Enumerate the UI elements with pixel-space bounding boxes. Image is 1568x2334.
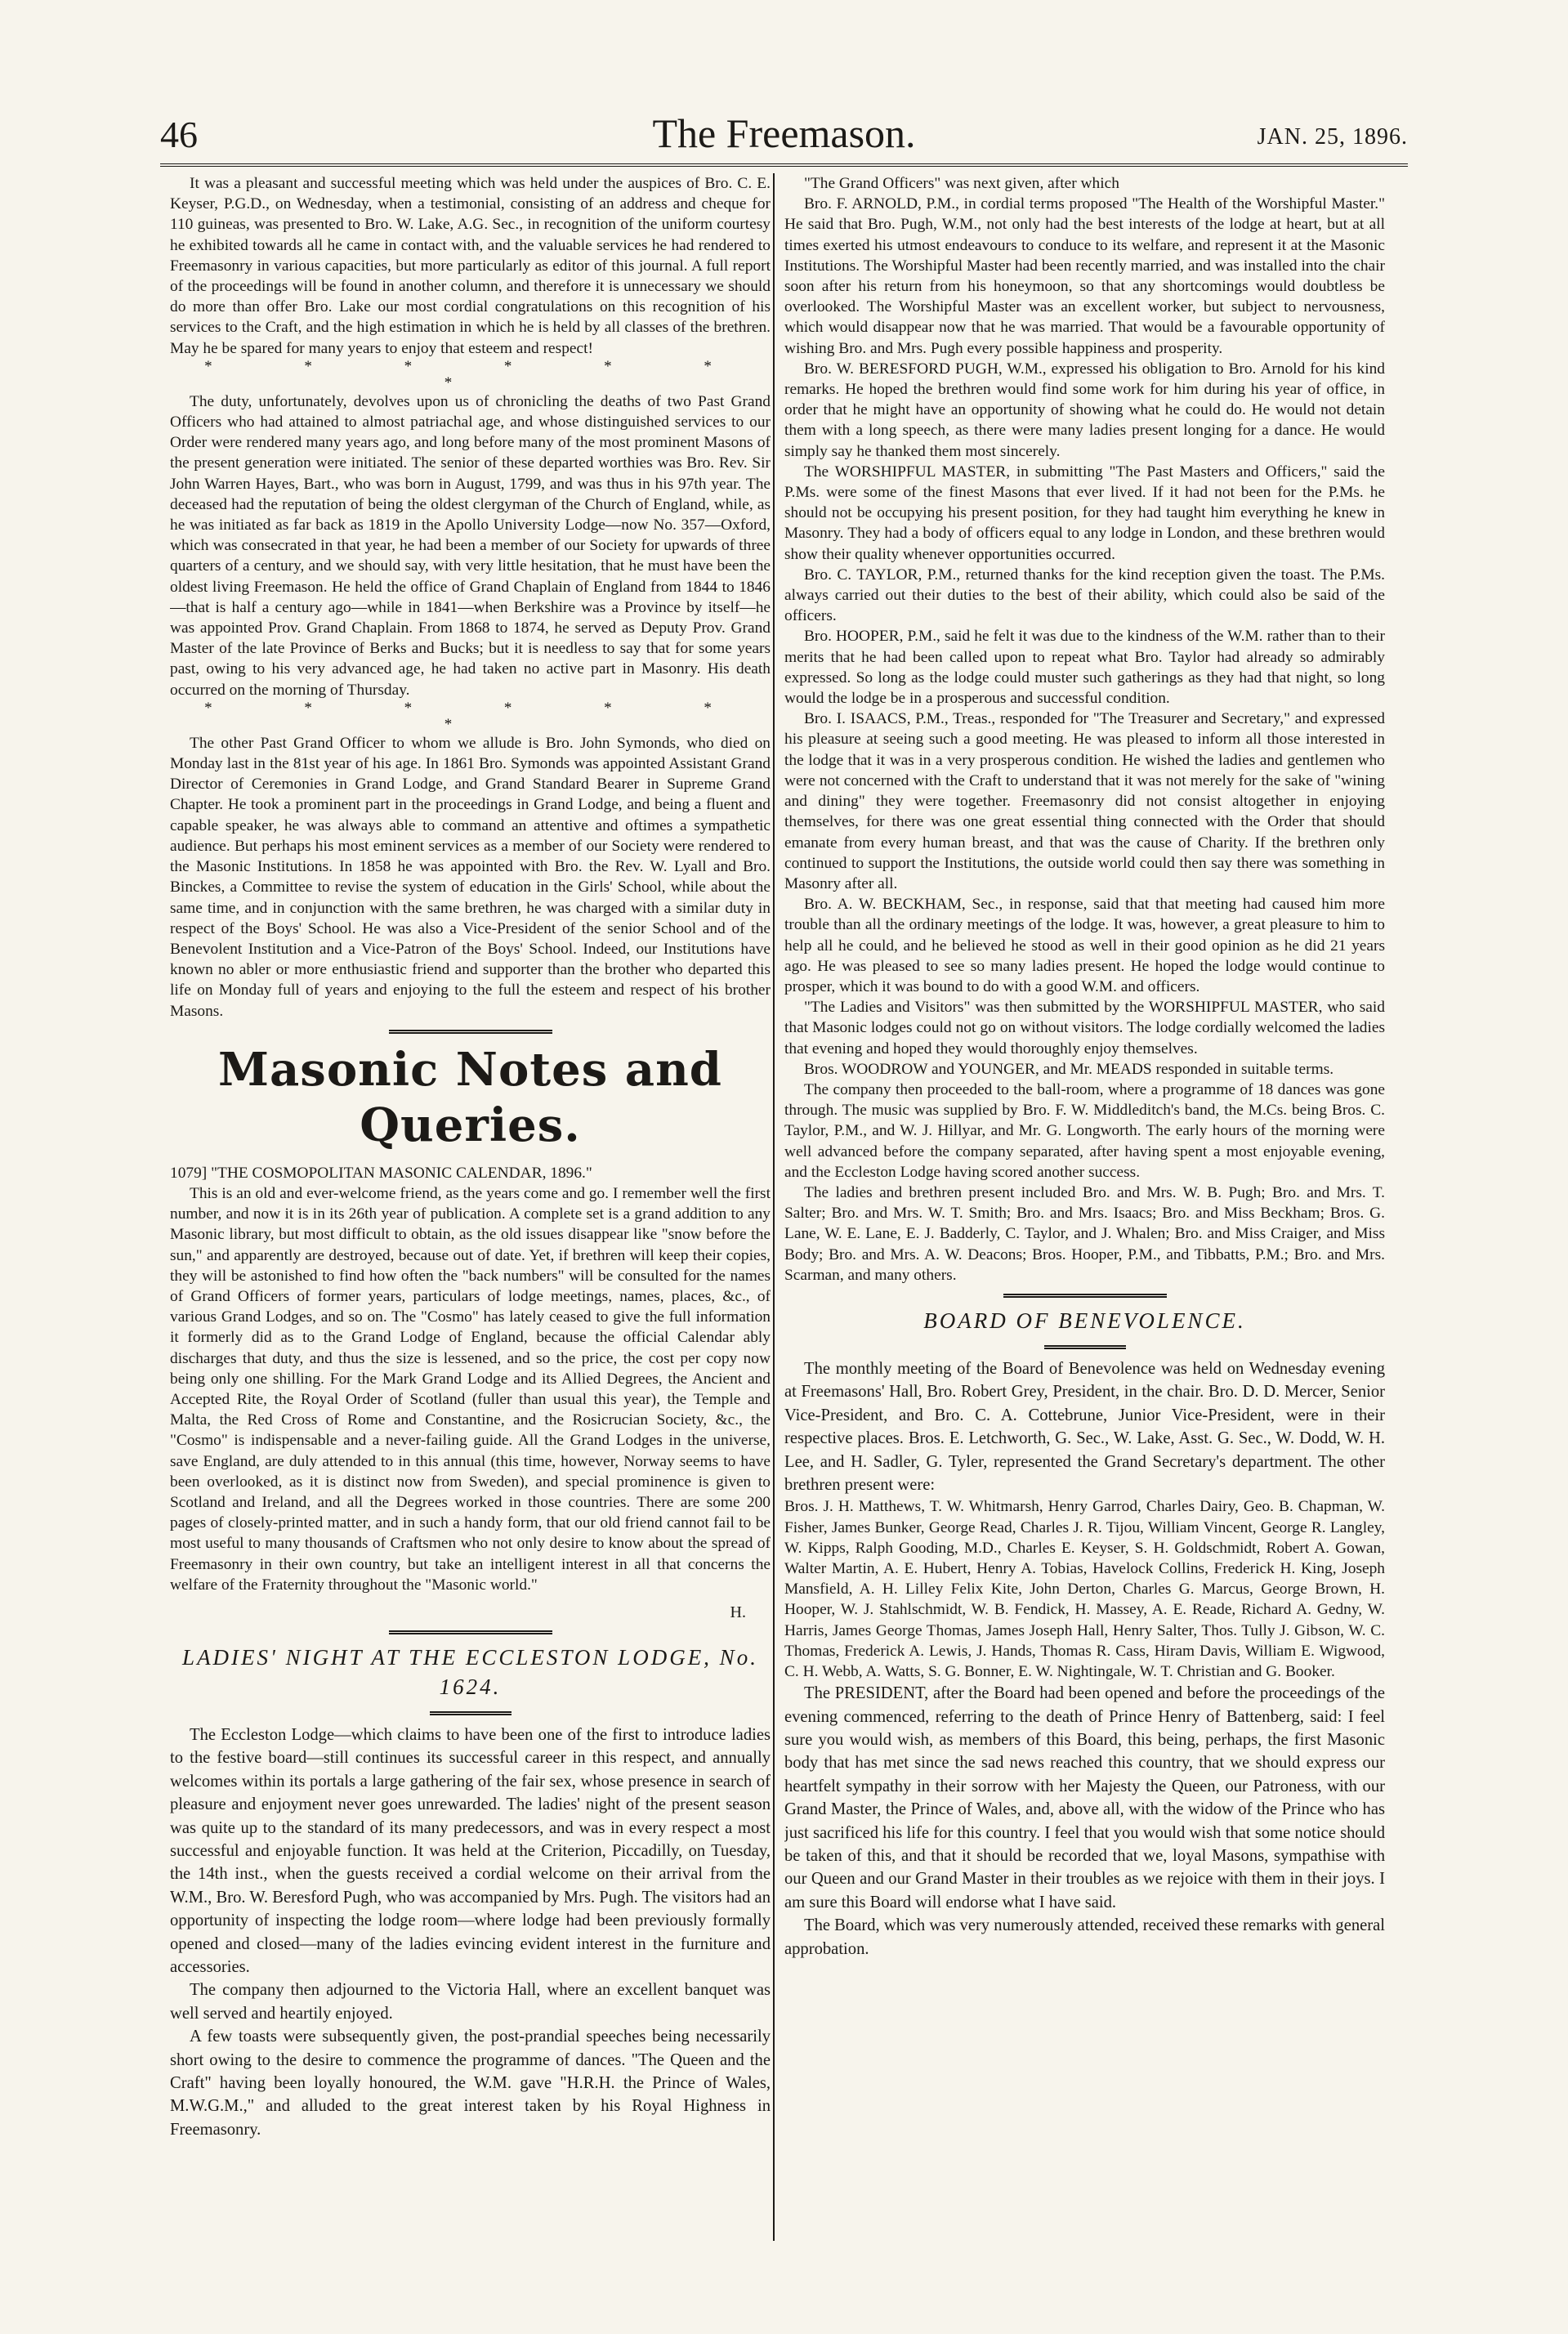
article-paragraph: The Board, which was very numerously attended, received these remarks with general approbation.: [784, 1916, 1385, 1958]
article-paragraph: The duty, unfortunately, devolves upon us of chronicling the deaths of two Past Grand Officers who had attained to almost patriachal age, and whose distinguished services to our Order were rendered many years ago, and long before many of the most prominent Masons of the present generation were initiated. The senior of these departed worthies was Bro. Rev. Sir John Warren Hayes, Bart., who was born in August, 1799, and was thus in his 97th year. The deceased had the reputation of being the oldest clergyman of the Church of England, while, as he was initiated as far back as 1819 in the Apollo University Lodge—now No. 357—Oxford, which was consecrated in that year, he had been a member of our Society for upwards of three quarters of a century, and we should say, with very little hesitation, that he must have been the oldest living Freemason. He held the office of Grand Chaplain of England from 1844 to 1846—that is half a century ago—while in 1841—when Berkshire was a Province by itself—he was appointed Prov. Grand Chaplain. From 1868 to 1874, he served as Deputy Prov. Grand Master of the late Province of Berks and Bucks; but it is needless to say that for some years past, owing to his very advanced age, he had taken no active part in Masonry. His death occurred on the morning of Thursday.: [170, 392, 771, 699]
article-paragraph: Bro. W. BERESFORD PUGH, W.M., expressed his obligation to Bro. Arnold for his kind remarks. He hoped the brethren would find some work for him during his year of office, in order that he might have an opportunity of showing what he could do. He would not detain them with a long speech, as there were many ladies present longing for a dance. He would simply say he thanked them most sincerely.: [784, 360, 1385, 460]
page-number: 46: [160, 114, 198, 155]
notes-item-title: 1079] "THE COSMOPOLITAN MASONIC CALENDAR, 1896.": [170, 1164, 592, 1182]
page-header: [160, 106, 1408, 163]
article-paragraph: The monthly meeting of the Board of Benevolence was held on Wednesday evening at Freemasons' Hall, Bro. Robert Grey, President, in the chair. Bro. D. D. Mercer, Senior Vice-President, and Bro. C. A. Cottebrune, Junior Vice-President, were in their respective places. Bros. E. Letchworth, G. Sec., W. Lake, Asst. G. Sec., W. Dodd, W. H. Lee, and H. Sadler, G. Tyler, represented the Grand Secretary's department. The other brethren present were:: [784, 1359, 1385, 1494]
section-rule: [389, 1630, 552, 1634]
section-rule: [1003, 1294, 1167, 1298]
header-rule: [160, 163, 1408, 167]
attendees-list: Bros. J. H. Matthews, T. W. Whitmarsh, Henry Garrod, Charles Dairy, Geo. B. Chapman, W. Fisher, James Bunker, George Read, Charles J. R. Tijou, William Vincent, George R. Langley, W. Kipps, Ralph Gooding, M.D., Charles E. Keyser, S. H. Goldschmidt, Robert A. Gowan, Walter Martin, A. E. Hubert, Henry A. Tobias, Havelock Collins, Frederick H. King, Joseph Mansfield, A. H. Lilley Felix Kite, John Derton, Charles G. Marcus, George Brown, H. Hooper, W. J. Stahlschmidt, W. B. Fendick, H. Massey, A. E. Reade, Richard A. Gedny, W. Harris, James George Thomas, James Joseph Hall, Henry Salter, Thos. Tully J. Gibson, W. C. Thomas, Frederick A. Lewis, J. Hands, Thomas R. Cass, Hiram Davis, William E. Wigwood, C. H. Webb, A. Watts, S. G. Bonner, E. W. Nightingale, W. T. Christian and G. Booker.: [784, 1498, 1385, 1681]
article-paragraph: A few toasts were subsequently given, the post-prandial speeches being necessarily short owing to the desire to commence the programme of dances. "The Queen and the Craft" having been loyally honoured, the W.M. gave "H.R.H. the Prince of Wales, M.W.G.M.," and alluded to the great interest taken by his Royal Highness in Freemasonry.: [170, 2028, 771, 2139]
article-paragraph: Bro. C. TAYLOR, P.M., returned thanks for the kind reception given the toast. The P.Ms. always carried out their duties to the best of their ability, which could also be said of the officers.: [784, 566, 1385, 625]
section-stars: * * * * * * *: [204, 357, 756, 391]
notes-signature: H.: [730, 1603, 746, 1621]
board-heading: BOARD OF BENEVOLENCE.: [923, 1308, 1246, 1333]
left-column: [170, 173, 771, 2249]
article-paragraph: "The Grand Officers" was next given, after which: [804, 175, 1119, 192]
article-paragraph: The other Past Grand Officer to whom we allude is Bro. John Symonds, who died on Monday last in the 81st year of his age. In 1861 Bro. Symonds was appointed Assistant Grand Director of Ceremonies in Grand Lodge, and Grand Standard Bearer in Supreme Grand Chapter. He took a prominent part in the proceedings in Grand Lodge, and being a fluent and capable speaker, he was always able to command an attentive and oftimes a sympathetic audience. But perhaps his most eminent services as a member of our Society were rendered to the Masonic Institutions. In 1858 he was appointed with Bro. the Rev. W. Lyall and Bro. Binckes, a Committee to revise the system of education in the Girls' School, while about the same time, and in conjunction with the same brethren, he was charged with a similar duty in respect of the Boys' School. He was also a Vice-President of the senior School and of the Benevolent Institution and a Vice-Patron of the Boys' School. Indeed, our Institutions have known no abler or more enthusiastic friend and supporter than the brother who departed this life on Monday full of years and enjoying to the full the esteem and respect of his brother Masons.: [170, 734, 771, 1020]
article-paragraph: The WORSHIPFUL MASTER, in submitting "The Past Masters and Officers," said the P.Ms. were some of the finest Masons that ever lived. If it had not been for the P.Ms. he should not be occupying his present position, for they had taught him everything he knew in Masonry. They had a body of officers equal to any lodge in London, and these brethren would show their quality whenever opportunities occurred.: [784, 463, 1385, 563]
article-paragraph: Bros. WOODROW and YOUNGER, and Mr. MEADS responded in suitable terms.: [804, 1060, 1334, 1078]
article-paragraph: The PRESIDENT, after the Board had been opened and before the proceedings of the evening commenced, referring to the death of Prince Henry of Battenberg, said: I feel sure you would wish, as members of this Board, this being, perhaps, the first Masonic body that has met since the sad news reached this country, that we should express our heartfelt sympathy in their sorrow with her Majesty the Queen, our Patroness, with our Grand Master, the Prince of Wales, and, above all, with the widow of the Prince who has just sacrificed his life for this country. I feel that you would wish that some notice should be taken of this, and that it should be recorded that we, loyal Masons, sympathise with our Queen and our Grand Master in their troubles as we rejoice with them in their joys. I am sure this Board will endorse what I have said.: [784, 1684, 1385, 1911]
article-paragraph: Bro. A. W. BECKHAM, Sec., in response, said that that meeting had caused him more trouble than all the ordinary meetings of the lodge. It was, however, a great pleasure to him to help all he could, and he believed he stood as well in their good opinion as he did 21 years ago. He was pleased to see so many ladies present. He hoped the lodge would continue to prosper, which it was bound to do with a good W.M. and officers.: [784, 896, 1385, 995]
notes-heading: Masonic Notes and Queries.: [218, 1042, 722, 1152]
right-column: [784, 173, 1385, 2249]
notes-paragraph: This is an old and ever-welcome friend, as the years come and go. I remember well the first number, and now it is in its 26th year of publication. A complete set is a grand addition to any Masonic library, but most difficult to obtain, as the old issues disappear like "snow before the sun," and apparently are destroyed, because out of date. Yet, if brethren will keep their copies, they will be astonished to find how often the "back numbers" will be consulted for the names of Grand Officers of former years, particulars of lodge meetings, names, places, &c., of various Grand Lodges, and so on. The "Cosmo" has lately ceased to give the full information it formerly did as to the Grand Lodge of England, because the official Calendar ably discharges that duty, and thus the size is lessened, and so the price, the cost per copy now being only one shilling. For the Mark Grand Lodge and its Allied Degrees, the Ancient and Accepted Rite, the Royal Order of Scotland (fuller than usual this year), the Temple and Malta, the Red Cross of Rome and Constantine, and the Rosicrucian Society, &c., the "Cosmo" is indispensable and a never-failing guide. All the Grand Lodges in the universe, save England, are duly attended to in this annual (this time, however, Norway seems to have been overlooked, as it is distinct now from Sweden), and special prominence is given to Scotland and Ireland, and all the Degrees worked in those countries. There are some 200 pages of closely-printed matter, and in such a handy form, that our old friend cannot fail to be most useful to many thousands of Craftsmen who not only desire to know about the spread of Freemasonry in their own country, but take an intelligent interest in all that concerns the welfare of the Fraternity throughout the "Masonic world.": [170, 1184, 771, 1594]
section-rule: [389, 1030, 552, 1034]
section-rule: [430, 1711, 511, 1715]
article-paragraph: The ladies and brethren present included Bro. and Mrs. W. B. Pugh; Bro. and Mrs. T. Salter; Bro. and Mrs. W. T. Smith; Bro. and Mrs. Isaacs; Bro. and Miss Beckham; Bros. G. Lane, W. E. Lane, E. J. Badderly, C. Taylor, and J. Whalen; Bro. and Miss Craiger, and Miss Body; Bro. and Mrs. A. W. Deacons; Bros. Hooper, P.M., and Tibbatts, P.M.; Bro. and Mrs. Scarman, and many others.: [784, 1183, 1385, 1284]
article-paragraph: Bro. I. ISAACS, P.M., Treas., responded for "The Treasurer and Secretary," and expressed his pleasure at seeing such a good meeting. He was pleased to inform all those interested in the lodge that it was in a very prosperous condition. He wished the ladies and gentlemen who were not concerned with the Craft to understand that it was not merely for the sake of "wining and dining" they were together. Freemasonry did not consist altogether in enjoying themselves, for there was one great essential thing connected with the Order that should emanate from every human breast, and that was the cause of Charity. If the brethren only continued to support the Institutions, the outside world could then say there was something in Masonry after all.: [784, 710, 1385, 892]
ladies-night-heading: LADIES' NIGHT AT THE ECCLESTON LODGE, No. 1624.: [182, 1644, 758, 1699]
issue-date: JAN. 25, 1896.: [1257, 124, 1408, 150]
article-paragraph: The company then proceeded to the ball-room, where a programme of 18 dances was gone through. The music was supplied by Bro. F. W. Middleditch's band, the M.Cs. being Bros. C. Taylor, P.M., and W. J. Hillyar, and Mr. G. Longworth. The early hours of the morning were well advanced before the company separated, after having spent a most enjoyable evening, and the Eccleston Lodge having scored another success.: [784, 1080, 1385, 1181]
article-paragraph: The Eccleston Lodge—which claims to have been one of the first to introduce ladies to the festive board—still continues its successful career in this respect, and annually welcomes within its portals a large gathering of the fair sex, whose presence in search of pleasure and enjoyment never goes unrewarded. The ladies' night of the present season was quite up to the standard of its many predecessors, and was in every respect a most successful and enjoyable function. It was held at the Criterion, Piccadilly, on Tuesday, the 14th inst., when the guests received a cordial welcome on their arrival from the W.M., Bro. W. Beresford Pugh, who was accompanied by Mrs. Pugh. The visitors had an opportunity of inspecting the lodge room—where lodge had been previously formally opened and closed—many of the ladies evincing evident interest in the furniture and accessories.: [170, 1725, 771, 1977]
article-paragraph: Bro. HOOPER, P.M., said he felt it was due to the kindness of the W.M. rather than to their merits that he had been called upon to repeat what Bro. Taylor had already so admirably expressed. So long as the lodge could muster such gatherings as they had that night, so long would the lodge be in a prosperous and successful condition.: [784, 628, 1385, 708]
masthead-title: The Freemason.: [652, 110, 916, 156]
section-stars: * * * * * * *: [204, 699, 756, 733]
article-paragraph: The company then adjourned to the Victoria Hall, where an excellent banquet was well served and heartily enjoyed.: [170, 1981, 771, 2023]
article-paragraph: It was a pleasant and successful meeting which was held under the auspices of Bro. C. E. Keyser, P.G.D., on Wednesday, when a testimonial, consisting of an address and cheque for 110 guineas, was presented to Bro. W. Lake, A.G. Sec., in recognition of the uniform courtesy he exhibited towards all he came in contact with, and the valuable services he had rendered to Freemasonry in various capacities, but more particularly as editor of this journal. A full report of the proceedings will be found in another column, and therefore it is unnecessary we should do more than offer Bro. Lake our most cordial congratulations on this recognition of his services to the Craft, and the high estimation in which he is held by all classes of the brethren. May he be spared for many years to enjoy that esteem and respect!: [170, 175, 771, 357]
column-divider: [773, 173, 775, 2241]
article-paragraph: "The Ladies and Visitors" was then submitted by the WORSHIPFUL MASTER, who said that Masonic lodges could not go on without visitors. The lodge cordially welcomed the ladies that evening and hoped they would thoroughly enjoy themselves.: [784, 999, 1385, 1057]
section-rule: [1044, 1345, 1126, 1349]
article-paragraph: Bro. F. ARNOLD, P.M., in cordial terms proposed "The Health of the Worshipful Master." He said that Bro. Pugh, W.M., not only had the best interests of the lodge at heart, but at all times exerted his utmost endeavours to conduce to its welfare, and represent it at the Masonic Institutions. The Worshipful Master had been recently married, and was installed into the chair soon after his return from his honeymoon, so that any shortcomings would doubtless be overlooked. The Worshipful Master was an excellent worker, but subject to nervousness, which would disappear now that he was married. That would be a favourable opportunity of wishing Bro. and Mrs. Pugh every possible happiness and prosperity.: [784, 195, 1385, 357]
